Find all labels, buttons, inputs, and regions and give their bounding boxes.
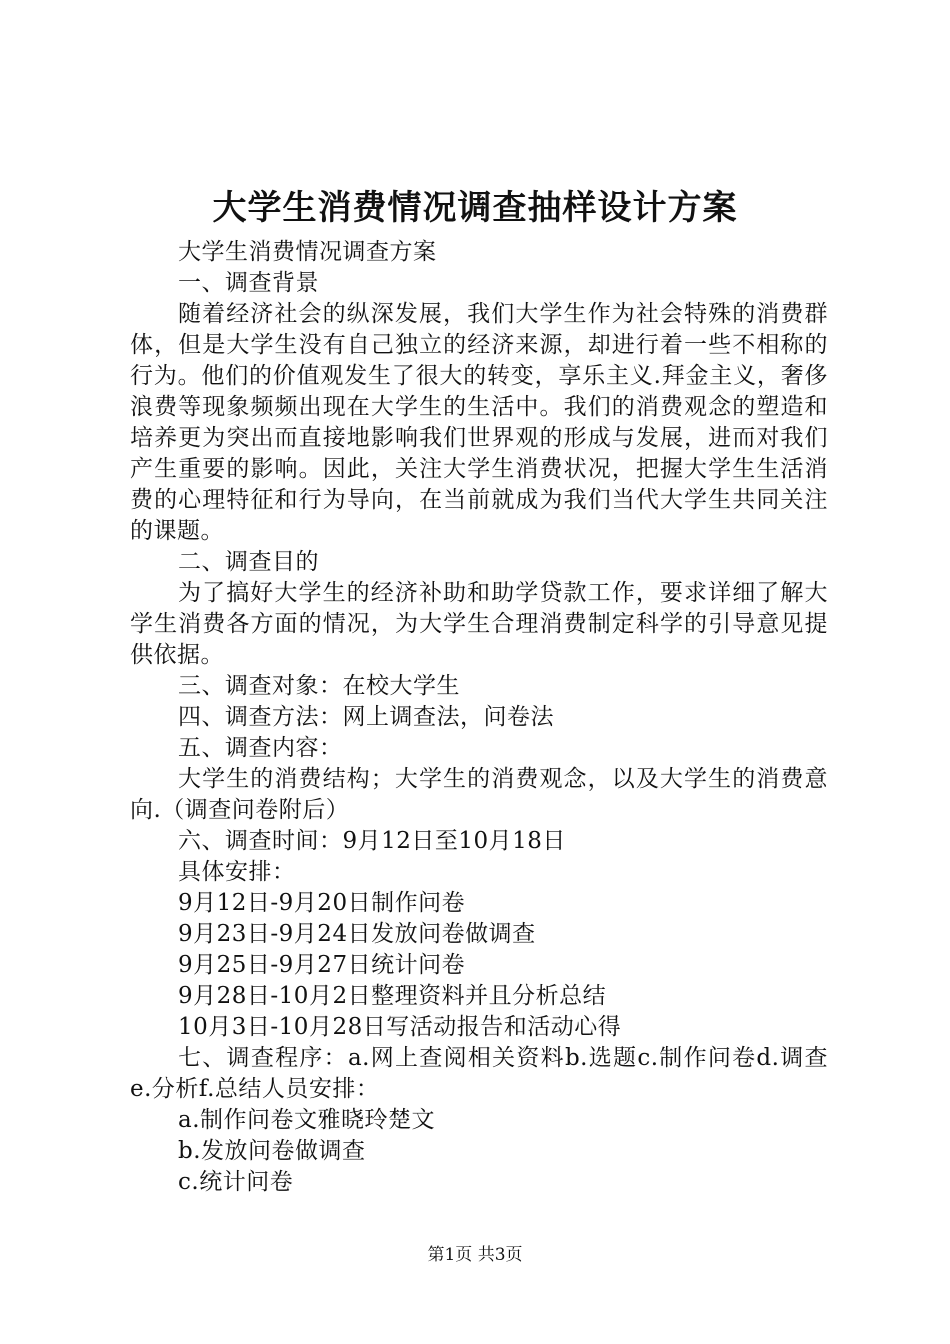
section-heading-time: 六、调查时间：9月12日至10月18日 bbox=[178, 828, 566, 854]
schedule-heading: 具体安排： bbox=[178, 859, 296, 885]
section-heading-purpose: 二、调查目的 bbox=[178, 549, 319, 575]
schedule-item: 9月12日-9月20日制作问卷 bbox=[178, 890, 466, 916]
paragraph-purpose: 为了搞好大学生的经济补助和助学贷款工作，要求详细了解大学生消费各方面的情况，为大学生合理消费制定科学的引导意见提供依据。 bbox=[130, 580, 828, 668]
section-heading-content: 五、调查内容： bbox=[178, 735, 343, 761]
paragraph-content: 大学生的消费结构；大学生的消费观念，以及大学生的消费意向.（调查问卷附后） bbox=[130, 766, 828, 823]
schedule-item: 9月28日-10月2日整理资料并且分析总结 bbox=[178, 983, 607, 1009]
staff-item: b.发放问卷做调查 bbox=[178, 1138, 366, 1164]
section-heading-target: 三、调查对象：在校大学生 bbox=[178, 673, 460, 699]
staff-item: a.制作问卷文雅晓玲楚文 bbox=[178, 1107, 436, 1133]
schedule-item: 9月25日-9月27日统计问卷 bbox=[178, 952, 466, 978]
staff-item: c.统计问卷 bbox=[178, 1169, 294, 1195]
schedule-item: 9月23日-9月24日发放问卷做调查 bbox=[178, 921, 536, 947]
section-heading-procedure: 七、调查程序：a.网上查阅相关资料b.选题c.制作问卷d.调查e.分析f.总结人员安排： bbox=[130, 1045, 828, 1102]
document-title: 大学生消费情况调查抽样设计方案 bbox=[212, 188, 738, 228]
document-body bbox=[130, 237, 828, 1198]
schedule-item: 10月3日-10月28日写活动报告和活动心得 bbox=[178, 1014, 622, 1040]
paragraph-background: 随着经济社会的纵深发展，我们大学生作为社会特殊的消费群体，但是大学生没有自己独立的经济来源，却进行着一些不相称的行为。他们的价值观发生了很大的转变，享乐主义.拜金主义，奢侈浪费等现象频频出现在大学生的生活中。我们的消费观念的塑造和培养更为突出而直接地影响我们世界观的形成与发展，进而对我们产生重要的影响。因此，关注大学生消费状况，把握大学生生活消费的心理特征和行为导向，在当前就成为我们当代大学生共同关注的课题。 bbox=[130, 301, 828, 544]
paragraph-subtitle: 大学生消费情况调查方案 bbox=[178, 239, 437, 265]
page-footer: 第1页 共3页 bbox=[427, 1245, 523, 1265]
section-heading-method: 四、调查方法：网上调查法，问卷法 bbox=[178, 704, 554, 730]
section-heading-background: 一、调查背景 bbox=[178, 270, 319, 296]
